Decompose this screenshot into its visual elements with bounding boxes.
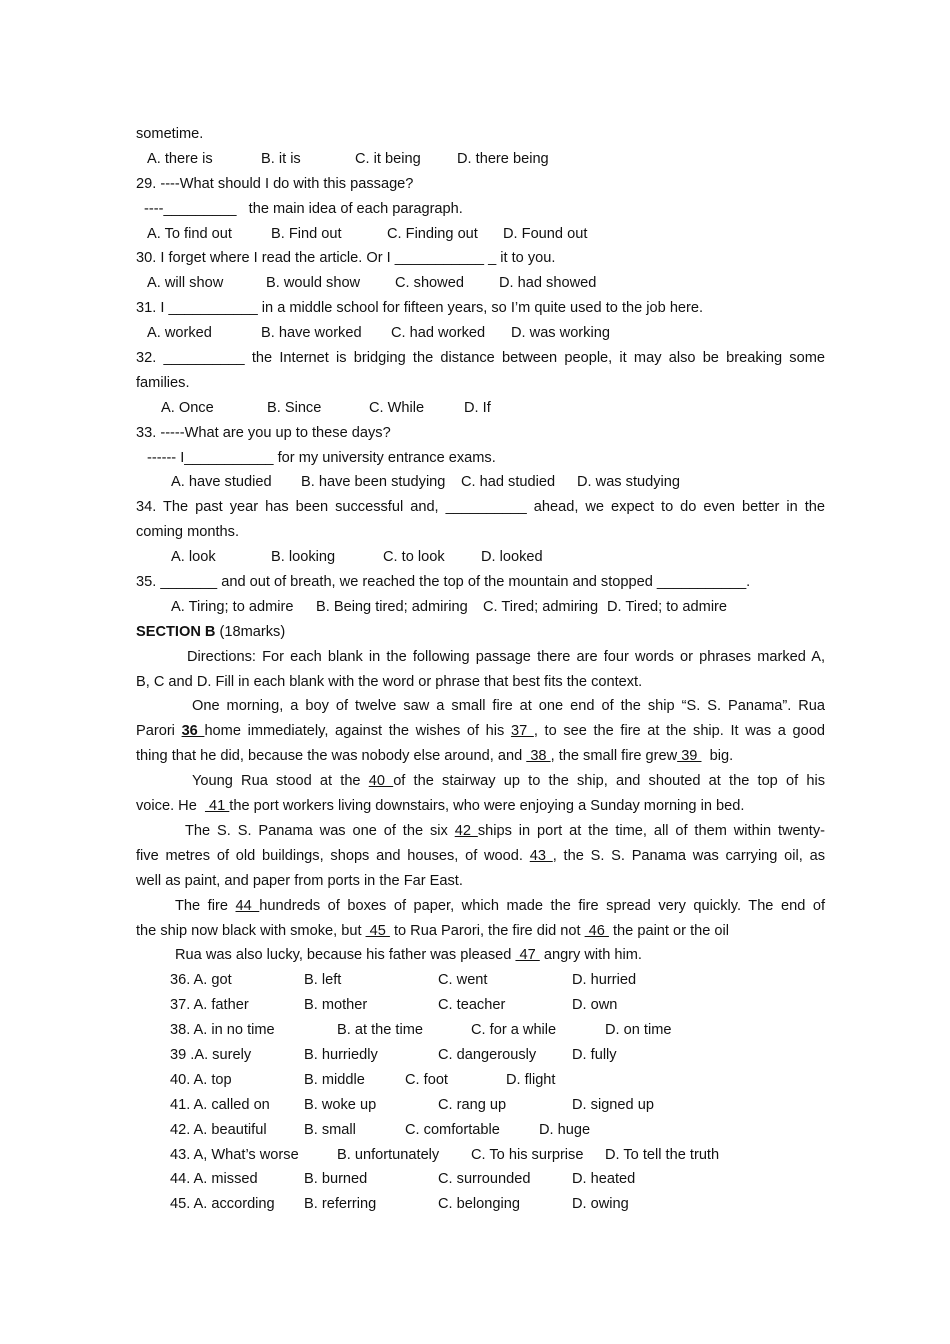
passage-p3-line3: well as paint, and paper from ports in the Far East.: [136, 872, 463, 889]
option-row-37: [136, 993, 825, 1018]
passage-p4-line1: The fire 44 hundreds of boxes of paper, which made the fire spread very quickly. The end of: [175, 897, 826, 914]
directions-line1: Directions: For each blank in the following passage there are four words or phrases marked A,: [187, 648, 825, 665]
q29-reply: ----_________ the main idea of each paragraph.: [144, 200, 463, 217]
q32-stem-line1: 32. __________ the Internet is bridging the distance between people, it may also be breaking some: [136, 350, 825, 367]
option-37-d: D. own: [572, 997, 618, 1014]
option-42-b: B. small: [304, 1121, 356, 1138]
blank-36[interactable]: 36: [181, 723, 205, 740]
blank-43[interactable]: 43: [529, 847, 553, 864]
passage-p3-line1: The S. S. Panama was one of the six 42 ships in port at the time, all of them within twenty-: [185, 822, 825, 839]
option-42-c: C. comfortable: [405, 1121, 500, 1138]
passage-p1-line1: One morning, a boy of twelve saw a small fire at one end of the ship “S. S. Panama”. Rua: [192, 698, 825, 715]
option-row-39: [136, 1043, 825, 1068]
line-sometime: sometime.: [136, 126, 204, 142]
option-38-d: D. on time: [605, 1022, 672, 1039]
q34-option-a: A. look: [171, 549, 216, 566]
q35-option-b: B. Being tired; admiring: [316, 598, 468, 615]
passage-p3-line2: five metres of old buildings, shops and houses, of wood. 43 , the S. S. Panama was carrying oil, as: [136, 847, 826, 864]
option-45-b: B. referring: [304, 1196, 377, 1213]
q29-stem: 29. ----What should I do with this passage?: [136, 175, 414, 192]
directions-line2: B, C and D. Fill in each blank with the word or phrase that best fits the context.: [136, 673, 643, 690]
q32-stem-line2: families.: [136, 374, 190, 391]
option-43-a: 43. A, What’s worse: [170, 1146, 299, 1163]
option-36-a: 36. A. got: [170, 972, 232, 989]
q33-stem: 33. -----What are you up to these days?: [136, 424, 391, 441]
q34-options: [136, 545, 825, 570]
q29-options: [136, 222, 825, 247]
option-43-c: C. To his surprise: [471, 1146, 584, 1163]
blank-39[interactable]: 39: [677, 748, 702, 765]
q35-option-a: A. Tiring; to admire: [171, 598, 294, 615]
q30-option-d: D. had showed: [499, 275, 597, 292]
option-44-d: D. heated: [572, 1171, 636, 1188]
q35-options: [136, 595, 825, 620]
q30-option-b: B. would show: [266, 275, 361, 292]
q28-option-c: C. it being: [355, 150, 421, 167]
option-45-a: 45. A. according: [170, 1196, 275, 1213]
exam-page: [136, 122, 825, 1217]
option-40-c: C. foot: [405, 1071, 448, 1088]
q34-stem-line1: 34. The past year has been successful and, __________ ahead, we expect to do even better in the: [136, 499, 825, 516]
q34-option-b: B. looking: [271, 549, 336, 566]
q29-option-a: A. To find out: [147, 225, 232, 242]
section-b-marks: (18marks): [215, 623, 286, 640]
option-43-b: B. unfortunately: [337, 1146, 440, 1163]
option-row-44: [136, 1167, 825, 1192]
section-b-heading: [136, 620, 825, 645]
passage-p2-line2: voice. He 41 the port workers living downstairs, who were enjoying a Sunday morning in bed.: [136, 798, 745, 815]
option-41-b: B. woke up: [304, 1096, 377, 1113]
option-41-c: C. rang up: [438, 1096, 507, 1113]
passage-p4-line2: the ship now black with smoke, but 45 to Rua Parori, the fire did not 46 the paint or the oil: [136, 922, 730, 939]
q31-option-a: A. worked: [147, 325, 212, 342]
passage-p1-line3: thing that he did, because the was nobody else around, and 38 , the small fire grew 39 big.: [136, 748, 734, 765]
q29-option-c: C. Finding out: [387, 225, 478, 242]
q32-option-d: D. If: [464, 399, 491, 416]
q28-options: [136, 147, 825, 172]
option-row-41: [136, 1093, 825, 1118]
option-42-a: 42. A. beautiful: [170, 1121, 267, 1138]
q33-option-c: C. had studied: [461, 474, 556, 491]
option-41-d: D. signed up: [572, 1096, 654, 1113]
option-row-42: [136, 1118, 825, 1143]
option-37-a: 37. A. father: [170, 997, 249, 1014]
option-row-43: [136, 1143, 825, 1168]
section-b-title: SECTION B: [136, 623, 216, 640]
option-36-b: B. left: [304, 972, 342, 989]
option-36-c: C. went: [438, 972, 488, 989]
option-45-d: D. owing: [572, 1196, 629, 1213]
q32-options: [136, 396, 825, 421]
q32-option-b: B. Since: [267, 399, 322, 416]
q32-option-a: A. Once: [161, 399, 214, 416]
option-40-b: B. middle: [304, 1071, 365, 1088]
q34-option-d: D. looked: [481, 549, 543, 566]
q31-option-d: D. was working: [511, 325, 610, 342]
q30-options: [136, 271, 825, 296]
option-39-d: D. fully: [572, 1046, 617, 1063]
option-42-d: D. huge: [539, 1121, 591, 1138]
q32-option-c: C. While: [369, 399, 425, 416]
q31-stem: 31. I ___________ in a middle school for fifteen years, so I’m quite used to the job here.: [136, 300, 704, 317]
q35-option-d: D. Tired; to admire: [607, 598, 728, 615]
q31-option-c: C. had worked: [391, 325, 486, 342]
q29-option-d: D. Found out: [503, 225, 588, 242]
option-44-c: C. surrounded: [438, 1171, 531, 1188]
blank-47[interactable]: 47: [515, 947, 540, 964]
blank-40[interactable]: 40: [368, 773, 394, 790]
option-row-36: [136, 968, 825, 993]
q34-stem-line2: coming months.: [136, 524, 240, 541]
blank-41[interactable]: 41: [204, 798, 230, 815]
q28-option-d: D. there being: [457, 150, 549, 167]
q28-option-b: B. it is: [261, 150, 301, 167]
q30-stem: 30. I forget where I read the article. Or I ___________ _ it to you.: [136, 250, 556, 267]
q31-options: [136, 321, 825, 346]
option-40-a: 40. A. top: [170, 1071, 232, 1088]
passage-p1-line2: Parori 36 home immediately, against the wishes of his 37 , to see the fire at the ship. It was a good: [136, 723, 826, 740]
q31-option-b: B. have worked: [261, 325, 362, 342]
option-41-a: 41. A. called on: [170, 1096, 270, 1113]
q33-reply: ------ I___________ for my university entrance exams.: [147, 449, 496, 466]
blank-46[interactable]: 46: [584, 922, 609, 939]
option-37-c: C. teacher: [438, 997, 506, 1014]
blank-38[interactable]: 38: [526, 748, 551, 765]
option-37-b: B. mother: [304, 997, 368, 1014]
option-40-d: D. flight: [506, 1071, 556, 1088]
q34-option-c: C. to look: [383, 549, 445, 566]
option-39-a: 39 .A. surely: [170, 1046, 252, 1063]
blank-37[interactable]: 37: [510, 723, 534, 740]
option-row-45: [136, 1192, 825, 1217]
option-45-c: C. belonging: [438, 1196, 520, 1213]
option-44-a: 44. A. missed: [170, 1171, 258, 1188]
option-36-d: D. hurried: [572, 972, 637, 989]
q33-options: [136, 470, 825, 495]
option-38-a: 38. A. in no time: [170, 1022, 275, 1039]
blank-42[interactable]: 42: [454, 822, 478, 839]
q30-option-c: C. showed: [395, 275, 464, 292]
q29-option-b: B. Find out: [271, 225, 342, 242]
q33-option-a: A. have studied: [171, 474, 272, 491]
option-38-b: B. at the time: [337, 1022, 423, 1039]
option-row-38: [136, 1018, 825, 1043]
q28-option-a: A. there is: [147, 150, 213, 167]
option-38-c: C. for a while: [471, 1022, 557, 1039]
option-39-b: B. hurriedly: [304, 1046, 378, 1063]
q35-option-c: C. Tired; admiring: [483, 598, 599, 615]
blank-45[interactable]: 45: [365, 922, 390, 939]
option-39-c: C. dangerously: [438, 1046, 537, 1063]
q35-stem: 35. _______ and out of breath, we reached the top of the mountain and stopped ___________.: [136, 574, 751, 591]
blank-44[interactable]: 44: [235, 897, 260, 914]
q33-option-b: B. have been studying: [301, 474, 446, 491]
option-44-b: B. burned: [304, 1171, 368, 1188]
passage-p2-line1: Young Rua stood at the 40 of the stairway up to the ship, and shouted at the top of his: [192, 773, 826, 790]
q30-option-a: A. will show: [147, 275, 224, 292]
q33-option-d: D. was studying: [577, 474, 681, 491]
passage-p5-line1: Rua was also lucky, because his father was pleased 47 angry with him.: [175, 947, 642, 964]
option-43-d: D. To tell the truth: [605, 1146, 720, 1163]
option-row-40: [136, 1068, 825, 1093]
